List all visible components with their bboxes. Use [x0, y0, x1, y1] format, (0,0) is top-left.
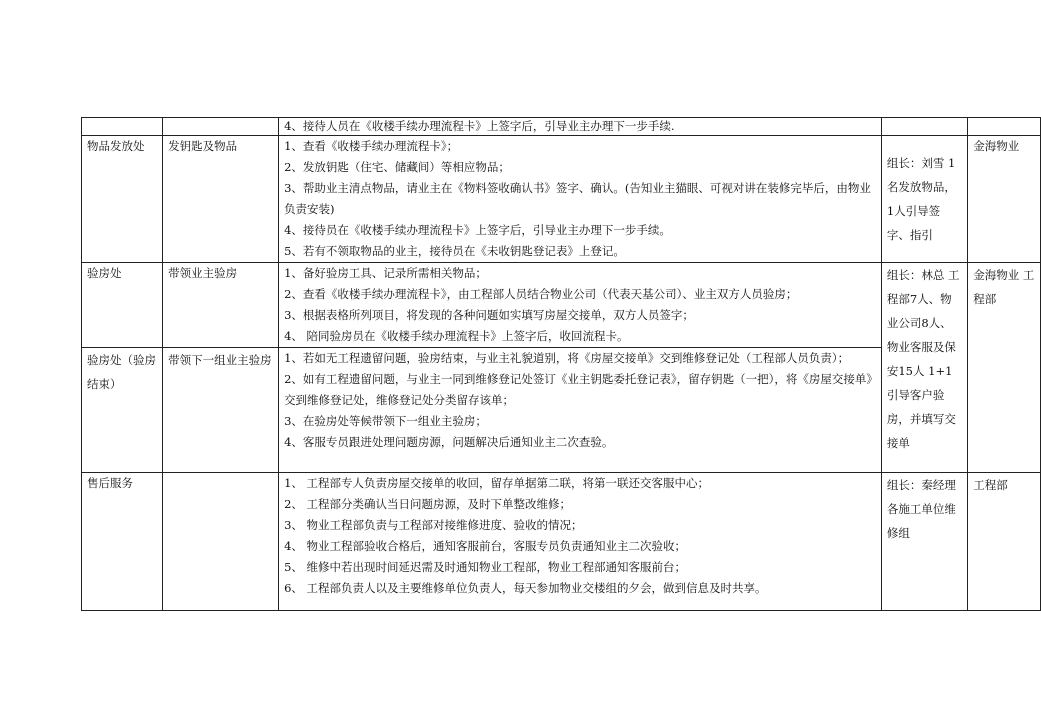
step-text: 2、 工程部分类确认当日问题房源，及时下单整改维修；	[284, 497, 572, 511]
task-cell: 发钥匙及物品	[163, 136, 279, 263]
step-text: 3、 物业工程部负责与工程部对接维修进度、验收的情况；	[284, 518, 583, 532]
step-text: 2、查看《收楼手续办理流程卡》，由工程部人员结合物业公司（代表天基公司）、业主双方人员验房；	[284, 287, 798, 301]
location-cell: 验房处（验房结束）	[82, 348, 163, 473]
step-text: 3、根据表格所列项目，将发现的各种问题如实填写房屋交接单，双方人员签字；	[284, 308, 694, 322]
staff-cell: 组长：刘雪 1名发放物品，1人引导签字、指引	[881, 136, 967, 263]
location-cell: 物品发放处	[82, 136, 163, 263]
table-row	[82, 473, 1041, 611]
staff-cell	[881, 118, 967, 136]
task-cell	[163, 473, 279, 611]
step-text: 4、客服专员跟进处理问题房源，问题解决后通知业主二次查验。	[284, 435, 614, 449]
step-text: 3、帮助业主清点物品，请业主在《物料签收确认书》签字、确认。(告知业主猫眼、可视对讲在装修完毕后，由物业负责安装)	[284, 181, 871, 216]
step-text: 1、 工程部专人负责房屋交接单的收回，留存单据第二联，将第一联还交客服中心；	[284, 476, 710, 490]
step-text: 1、备好验房工具、记录所需相关物品；	[284, 266, 487, 280]
table-row	[82, 118, 1041, 136]
task-cell: 带领下一组业主验房	[163, 348, 279, 473]
step-text: 1、查看《收楼手续办理流程卡》；	[284, 139, 459, 153]
procedure-table	[81, 117, 1041, 611]
step-text: 6、 工程部负责人以及主要维修单位负责人，每天参加物业交楼组的夕会，做到信息及时共享。	[284, 581, 767, 595]
dept-cell: 工程部	[968, 473, 1041, 611]
steps-cell	[279, 473, 882, 611]
task-cell	[163, 118, 279, 136]
dept-cell	[968, 118, 1041, 136]
steps-cell	[279, 263, 882, 348]
dept-cell: 金海物业 工程部	[968, 263, 1041, 473]
location-cell	[82, 118, 163, 136]
steps-cell	[279, 118, 882, 136]
steps-cell	[279, 136, 882, 263]
step-text: 1、若如无工程遗留问题，验房结束，与业主礼貌道别，将《房屋交接单》交到维修登记处（工程部人员负责）；	[284, 351, 850, 365]
table-row	[82, 136, 1041, 263]
location-cell: 售后服务	[82, 473, 163, 611]
step-text: 5、若有不领取物品的业主，接待员在《未收钥匙登记表》上登记。	[284, 244, 625, 258]
step-text: 2、发放钥匙（住宅、储藏间）等相应物品；	[284, 160, 510, 174]
staff-cell: 组长：秦经理 各施工单位维修组	[881, 473, 967, 611]
table-row	[82, 263, 1041, 348]
step-text: 4、 物业工程部验收合格后，通知客服前台，客服专员负责通知业主二次验收；	[284, 539, 687, 553]
step-text: 4、接待人员在《收楼手续办理流程卡》上签字后，引导业主办理下一步手续.	[284, 119, 675, 133]
step-text: 4、接待员在《收楼手续办理流程卡》上签字后，引导业主办理下一步手续。	[284, 223, 671, 237]
staff-cell: 组长：林总 工程部7人、物业公司8人、物业客服及保安15人 1+1引导客户验房，并填写交接单	[881, 263, 967, 473]
task-cell: 带领业主验房	[163, 263, 279, 348]
step-text: 2、如有工程遗留问题，与业主一同到维修登记处签订《业主钥匙委托登记表》，留存钥匙（一把），将《房屋交接单》交到维修登记处，维修登记处分类留存该单；	[284, 372, 873, 407]
steps-cell	[279, 348, 882, 473]
dept-cell: 金海物业	[968, 136, 1041, 263]
step-text: 5、 维修中若出现时间延迟需及时通知物业工程部，物业工程部通知客服前台；	[284, 560, 687, 574]
location-cell: 验房处	[82, 263, 163, 348]
step-text: 4、 陪同验房员在《收楼手续办理流程卡》上签字后，收回流程卡。	[284, 329, 629, 343]
step-text: 3、在验房处等候带领下一组业主验房；	[284, 414, 487, 428]
